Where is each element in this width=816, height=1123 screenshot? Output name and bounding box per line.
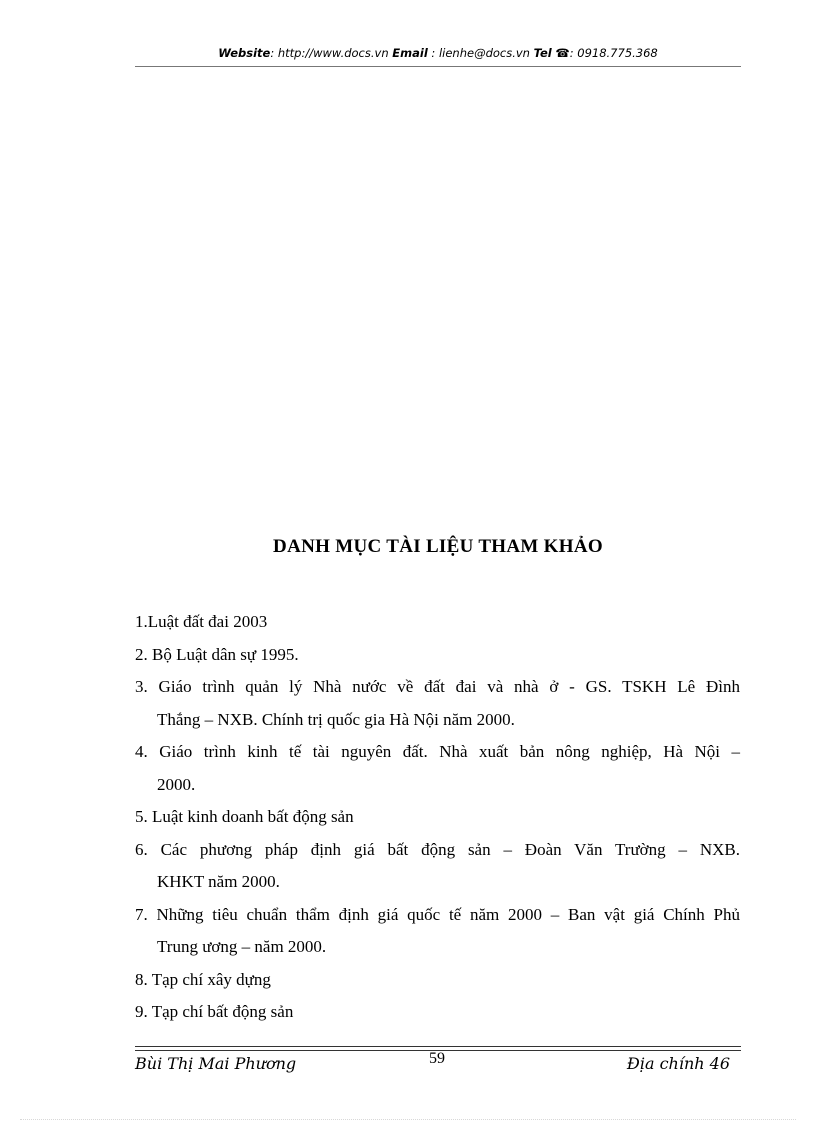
tel-label: Tel (533, 46, 552, 60)
reference-item-6 (135, 834, 740, 899)
page-number: 59 (429, 1050, 445, 1067)
reference-text-continued: Thắng – NXB. Chính trị quốc gia Hà Nội năm 2000. (157, 709, 515, 729)
website-label: Website (218, 46, 271, 60)
reference-item-1 (135, 606, 740, 639)
reference-text: 7. Những tiêu chuẩn thẩm định giá quốc tế năm 2000 – Ban vật giá Chính Phủ (135, 904, 740, 924)
reference-text: 3. Giáo trình quản lý Nhà nước về đất đai và nhà ở - GS. TSKH Lê Đình (135, 677, 740, 696)
email-value[interactable]: : lienhe@docs.vn (431, 46, 530, 60)
reference-item-8 (135, 964, 740, 997)
reference-item-2 (135, 639, 740, 672)
reference-text: 9. Tạp chí bất động sản (135, 1002, 294, 1021)
reference-text-continued: Trung ương – năm 2000. (157, 937, 327, 956)
reference-text: 2. Bộ Luật dân sự 1995. (135, 644, 299, 664)
reference-item-5 (135, 801, 740, 834)
reference-text-continued: 2000. (157, 774, 196, 794)
footer-author: Bùi Thị Mai Phương (135, 1054, 297, 1073)
footer-class: Địa chính 46 (626, 1054, 730, 1073)
reference-text: 8. Tạp chí xây dựng (135, 969, 271, 989)
reference-text: 5. Luật kinh doanh bất động sản (135, 807, 354, 826)
page-header (135, 46, 741, 60)
tel-value: : 0918.775.368 (569, 46, 658, 60)
reference-list (135, 606, 740, 1029)
reference-item-7 (135, 899, 740, 964)
reference-item-9 (135, 996, 740, 1029)
email-label: Email (392, 46, 428, 60)
reference-item-3 (135, 671, 740, 736)
header-divider (135, 66, 741, 67)
footer-divider-top (135, 1046, 741, 1047)
website-value[interactable]: : http://www.docs.vn (270, 46, 389, 60)
reference-text-continued: KHKT năm 2000. (157, 872, 280, 891)
page-bottom-border (20, 1119, 796, 1120)
reference-text: 1.Luật đất đai 2003 (135, 612, 268, 631)
page-title: DANH MỤC TÀI LIỆU THAM KHẢO (273, 536, 603, 557)
phone-icon: ☎ (555, 46, 570, 60)
reference-text: 6. Các phương pháp định giá bất động sản – Đoàn Văn Trường – NXB. (135, 839, 740, 859)
reference-text: 4. Giáo trình kinh tế tài nguyên đất. Nhà xuất bản nông nghiệp, Hà Nội – (135, 742, 740, 761)
reference-item-4 (135, 736, 740, 801)
